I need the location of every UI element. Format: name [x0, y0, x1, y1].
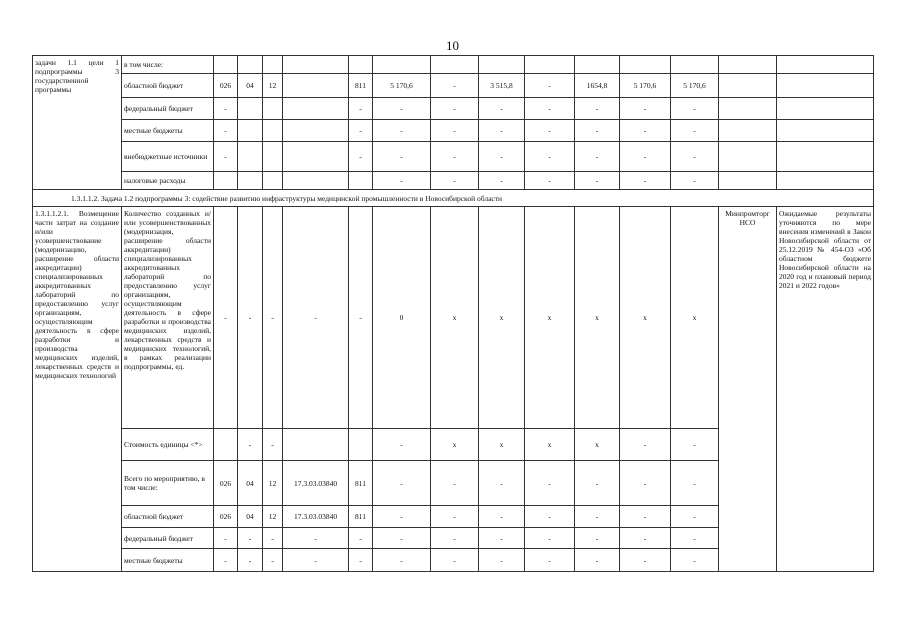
- table-cell: х: [575, 207, 620, 429]
- table-row: [33, 74, 874, 98]
- table-cell: -: [479, 98, 525, 120]
- table-cell: 04: [238, 461, 263, 506]
- table-cell: -: [525, 549, 575, 572]
- table-cell: 12: [263, 506, 283, 528]
- table-cell: 12: [263, 461, 283, 506]
- table-cell: -: [525, 120, 575, 142]
- table-cell: -: [349, 549, 373, 572]
- table-cell: -: [283, 549, 349, 572]
- table-cell: -: [214, 549, 238, 572]
- table-row: [33, 56, 874, 74]
- table-cell: -: [620, 172, 671, 190]
- row-label: в том числе:: [122, 56, 214, 74]
- table-cell: [263, 120, 283, 142]
- table-cell: -: [525, 172, 575, 190]
- table-row: [33, 207, 874, 429]
- table-cell: [719, 142, 777, 172]
- table-cell: -: [373, 461, 431, 506]
- table-cell: х: [479, 429, 525, 461]
- table-cell: [719, 120, 777, 142]
- table-cell: -: [620, 461, 671, 506]
- table-cell: 0: [373, 207, 431, 429]
- table-cell: [719, 56, 777, 74]
- table-cell: -: [431, 172, 479, 190]
- table-cell: -: [238, 429, 263, 461]
- table-cell: [263, 98, 283, 120]
- table-cell: [238, 120, 263, 142]
- table-cell: 026: [214, 461, 238, 506]
- table-cell: х: [620, 207, 671, 429]
- table-cell: -: [349, 98, 373, 120]
- table-cell: х: [671, 207, 719, 429]
- table-cell: -: [431, 142, 479, 172]
- table-cell: -: [373, 120, 431, 142]
- table-cell: -: [214, 120, 238, 142]
- table-cell: -: [620, 120, 671, 142]
- table-cell: [671, 56, 719, 74]
- table-cell: -: [620, 528, 671, 549]
- table-cell: -: [238, 549, 263, 572]
- table-cell: -: [431, 549, 479, 572]
- table-cell: -: [671, 172, 719, 190]
- table-cell: [263, 142, 283, 172]
- table-cell: х: [431, 207, 479, 429]
- table-cell: [349, 56, 373, 74]
- table-cell: 04: [238, 506, 263, 528]
- table-cell: [777, 98, 874, 120]
- table-cell: 026: [214, 74, 238, 98]
- table-cell: -: [373, 528, 431, 549]
- table-cell: -: [620, 142, 671, 172]
- table-cell: -: [238, 207, 263, 429]
- table-cell: -: [620, 549, 671, 572]
- table-cell: [719, 98, 777, 120]
- table-cell: 5 170,6: [620, 74, 671, 98]
- table-cell: -: [620, 506, 671, 528]
- row-label: федеральный бюджет: [122, 98, 214, 120]
- table-cell: -: [263, 549, 283, 572]
- table-cell: [238, 98, 263, 120]
- table-cell: -: [431, 98, 479, 120]
- table-cell: -: [479, 120, 525, 142]
- table-cell: -: [525, 528, 575, 549]
- table-cell: -: [575, 142, 620, 172]
- table-cell: [431, 56, 479, 74]
- table-row: [33, 172, 874, 190]
- table-cell: [719, 74, 777, 98]
- table-cell: -: [575, 461, 620, 506]
- table-cell: -: [575, 98, 620, 120]
- table-cell: -: [373, 549, 431, 572]
- table-row: [33, 98, 874, 120]
- table-cell: х: [479, 207, 525, 429]
- table-cell: -: [479, 549, 525, 572]
- row-label: налоговые расходы: [122, 172, 214, 190]
- table-cell: 811: [349, 74, 373, 98]
- table-cell: 17.3.03.03840: [283, 461, 349, 506]
- table-cell: -: [671, 429, 719, 461]
- table-cell: 811: [349, 506, 373, 528]
- table-row: [33, 142, 874, 172]
- table-cell: [719, 172, 777, 190]
- table-cell: -: [283, 207, 349, 429]
- table-cell: х: [525, 429, 575, 461]
- table-cell: [238, 56, 263, 74]
- table-cell: -: [479, 142, 525, 172]
- table-cell: [263, 172, 283, 190]
- table-cell: -: [575, 120, 620, 142]
- table-cell: -: [349, 207, 373, 429]
- block2-name: 1.3.1.1.2.1. Возмещение части затрат на создание и/или усовершенствование (модернизацию, расширение области аккредитации) специализированных аккредитованных лабораторий по предоставлению услуг организациям, осуществляющим деятельность в сфере разработки и производства медицинских изделий, лекарственных средств и медицинских технологий: [33, 207, 122, 572]
- table-cell: -: [620, 429, 671, 461]
- table-cell: [777, 74, 874, 98]
- row-label: федеральный бюджет: [122, 528, 214, 549]
- table-cell: -: [479, 461, 525, 506]
- table-cell: 17.3.03.03840: [283, 506, 349, 528]
- table-cell: -: [263, 528, 283, 549]
- expected-result: Ожидаемые результаты уточняются по мере внесения изменений в Закон Новосибирской области от 25.12.2019 № 454-ОЗ «Об областном бюджете Новосибирской области на 2020 год и плановый период 2021 и 2022 годов»: [777, 207, 874, 572]
- table-cell: 12: [263, 74, 283, 98]
- budget-table: [32, 55, 874, 572]
- table-cell: [263, 56, 283, 74]
- table-cell: [777, 172, 874, 190]
- table-cell: 04: [238, 74, 263, 98]
- table-cell: [575, 56, 620, 74]
- section-header-row: [33, 190, 874, 207]
- table-cell: -: [373, 172, 431, 190]
- table-cell: -: [214, 98, 238, 120]
- table-cell: -: [525, 142, 575, 172]
- table-cell: -: [373, 142, 431, 172]
- table-cell: -: [431, 74, 479, 98]
- table-cell: [214, 172, 238, 190]
- table-cell: -: [525, 98, 575, 120]
- table-cell: -: [575, 172, 620, 190]
- table-cell: -: [349, 528, 373, 549]
- table-cell: -: [575, 528, 620, 549]
- table-cell: -: [431, 506, 479, 528]
- table-cell: [214, 429, 238, 461]
- table-cell: [283, 98, 349, 120]
- row-label: местные бюджеты: [122, 549, 214, 572]
- table-cell: 5 170,6: [671, 74, 719, 98]
- table-cell: -: [575, 506, 620, 528]
- block1-name: задачи 1.1 цели 1 подпрограммы 3 государственной программы: [33, 56, 122, 190]
- table-row: [33, 120, 874, 142]
- table-cell: -: [431, 120, 479, 142]
- table-cell: -: [525, 74, 575, 98]
- table-cell: -: [479, 506, 525, 528]
- table-cell: [373, 56, 431, 74]
- table-cell: -: [214, 142, 238, 172]
- table-cell: -: [214, 207, 238, 429]
- table-cell: [238, 142, 263, 172]
- table-cell: [349, 172, 373, 190]
- table-cell: [620, 56, 671, 74]
- table-cell: -: [671, 549, 719, 572]
- table-cell: [214, 56, 238, 74]
- row-label: областной бюджет: [122, 74, 214, 98]
- table-cell: [777, 120, 874, 142]
- table-cell: х: [525, 207, 575, 429]
- table-cell: -: [525, 506, 575, 528]
- table-cell: [777, 142, 874, 172]
- table-cell: [349, 429, 373, 461]
- table-cell: [525, 56, 575, 74]
- table-cell: -: [431, 528, 479, 549]
- table-cell: 5 170,6: [373, 74, 431, 98]
- row-label: областной бюджет: [122, 506, 214, 528]
- table-cell: [283, 56, 349, 74]
- table-cell: -: [575, 549, 620, 572]
- table-cell: [283, 142, 349, 172]
- table-cell: -: [373, 506, 431, 528]
- table-cell: [238, 172, 263, 190]
- table-cell: -: [671, 506, 719, 528]
- table-cell: -: [238, 528, 263, 549]
- row-label: Количество созданных и/или усовершенствованных (модернизация, расширение области аккредитации) специализированных аккредитованных лабораторий по предоставлению услуг организациям, осуществляющим деятельность в сфере разработки и производства медицинских изделий, лекарственных средств и медицинских технологий, в рамках реализации подпрограммы, ед.: [122, 207, 214, 429]
- table-cell: [283, 74, 349, 98]
- row-label: Всего по мероприятию, в том числе:: [122, 461, 214, 506]
- table-cell: -: [214, 528, 238, 549]
- table-cell: 026: [214, 506, 238, 528]
- table-cell: -: [671, 120, 719, 142]
- table-cell: -: [479, 172, 525, 190]
- table-cell: -: [671, 528, 719, 549]
- page-number: 10: [446, 38, 459, 53]
- table-cell: х: [431, 429, 479, 461]
- table-cell: [479, 56, 525, 74]
- row-label: внебюджетные источники: [122, 142, 214, 172]
- table-cell: -: [479, 528, 525, 549]
- table-cell: -: [671, 461, 719, 506]
- table-cell: -: [373, 429, 431, 461]
- table-cell: 811: [349, 461, 373, 506]
- row-label: местные бюджеты: [122, 120, 214, 142]
- table-cell: -: [263, 207, 283, 429]
- table-cell: [283, 172, 349, 190]
- table-cell: [283, 429, 349, 461]
- row-label: Стоимость единицы <*>: [122, 429, 214, 461]
- table-cell: [283, 120, 349, 142]
- table-cell: -: [525, 461, 575, 506]
- table-cell: -: [263, 429, 283, 461]
- table-cell: -: [671, 142, 719, 172]
- table-cell: -: [349, 120, 373, 142]
- table-cell: -: [671, 98, 719, 120]
- table-cell: [777, 56, 874, 74]
- table-cell: -: [431, 461, 479, 506]
- table-cell: 1654,8: [575, 74, 620, 98]
- table-cell: -: [373, 98, 431, 120]
- table-cell: -: [349, 142, 373, 172]
- table-cell: х: [575, 429, 620, 461]
- section-header: 1.3.1.1.2. Задача 1.2 подпрограммы 3: содействие развитию инфраструктуры медицинской промышленности в Новосибирской области: [33, 190, 874, 207]
- executor: Минпромторг НСО: [719, 207, 777, 572]
- table-cell: -: [283, 528, 349, 549]
- table-cell: -: [620, 98, 671, 120]
- table-cell: 3 515,8: [479, 74, 525, 98]
